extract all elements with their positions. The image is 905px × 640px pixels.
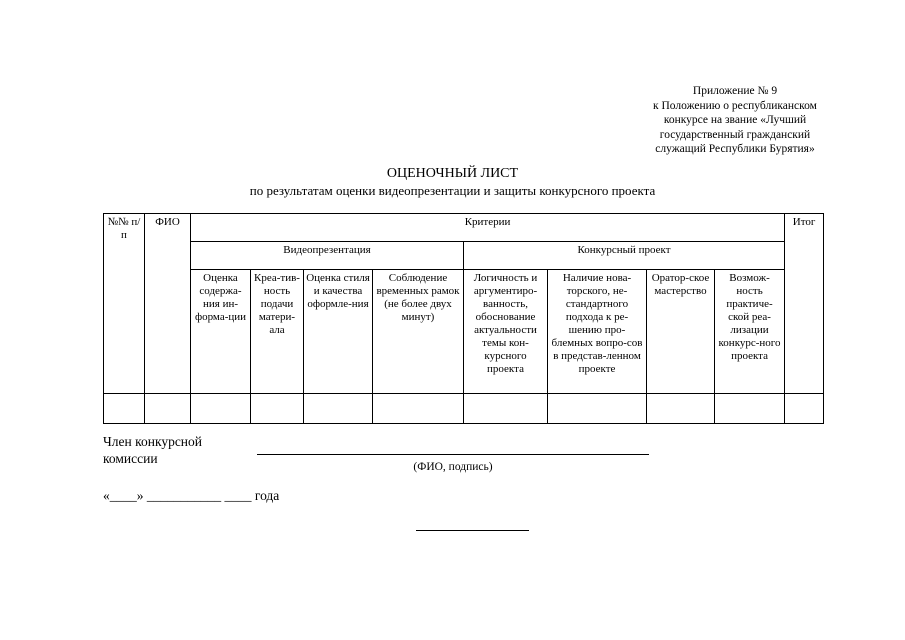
empty-score-cell[interactable] (373, 394, 464, 424)
empty-fio-cell[interactable] (145, 394, 191, 424)
empty-score-cell[interactable] (647, 394, 715, 424)
appendix-note (620, 84, 850, 157)
commission-member-label (103, 433, 202, 467)
criterion-cell: Логичность и аргументиро-ванность, обоснование актуальности темы кон-курсного проекта (464, 270, 548, 394)
empty-total-cell[interactable] (785, 394, 824, 424)
empty-score-cell[interactable] (251, 394, 304, 424)
empty-score-cell[interactable] (304, 394, 373, 424)
signature-line (257, 454, 649, 455)
criterion-cell: Креа-тив-ность подачи матери-ала (251, 270, 304, 394)
empty-score-cell[interactable] (548, 394, 647, 424)
table-row (104, 394, 824, 424)
criterion-cell: Оратор-ское мастерство (647, 270, 715, 394)
appendix-line: Приложение № 9 (692, 85, 778, 97)
appendix-line: государственный гражданский (659, 128, 811, 141)
appendix-line: служащий Республики Бурятия» (655, 143, 815, 155)
appendix-line: конкурсе на звание «Лучший (663, 114, 807, 126)
appendix-line: к Положению о республиканском (653, 99, 817, 112)
num-header-cell: №№ п/п (104, 214, 145, 394)
document-title: ОЦЕНОЧНЫЙ ЛИСТ (386, 166, 519, 181)
group-video-cell: Видеопрезентация (191, 242, 464, 270)
signature-caption: (ФИО, подпись) (413, 461, 493, 473)
total-header-cell: Итог (785, 214, 824, 394)
empty-score-cell[interactable] (191, 394, 251, 424)
criterion-cell: Наличие нова-торского, не-стандартного подхода к ре-шению про-блемных вопро-сов в представ-ленном проекте (548, 270, 647, 394)
evaluation-table (103, 213, 824, 424)
empty-score-cell[interactable] (715, 394, 785, 424)
criterion-cell: Оценка содержа-ния ин-форма-ции (191, 270, 251, 394)
criterion-cell: Соблюдение временных рамок (не более двух минут) (373, 270, 464, 394)
date-line: «____» ___________ ____ года (103, 488, 280, 503)
criteria-header-cell: Критерии (191, 214, 785, 242)
criterion-cell: Возмож-ность практиче-ской реа-лизации конкурс-ного проекта (715, 270, 785, 394)
fio-header-cell: ФИО (145, 214, 191, 394)
document-subtitle: по результатам оценки видеопрезентации и защиты конкурсного проекта (249, 183, 656, 198)
empty-score-cell[interactable] (464, 394, 548, 424)
empty-num-cell[interactable] (104, 394, 145, 424)
criterion-cell: Оценка стиля и качества оформле-ния (304, 270, 373, 394)
bottom-rule (416, 530, 529, 531)
group-project-cell: Конкурсный проект (464, 242, 785, 270)
member-label-line: Член конкурсной (103, 434, 203, 449)
member-label-line: комиссии (103, 451, 158, 466)
